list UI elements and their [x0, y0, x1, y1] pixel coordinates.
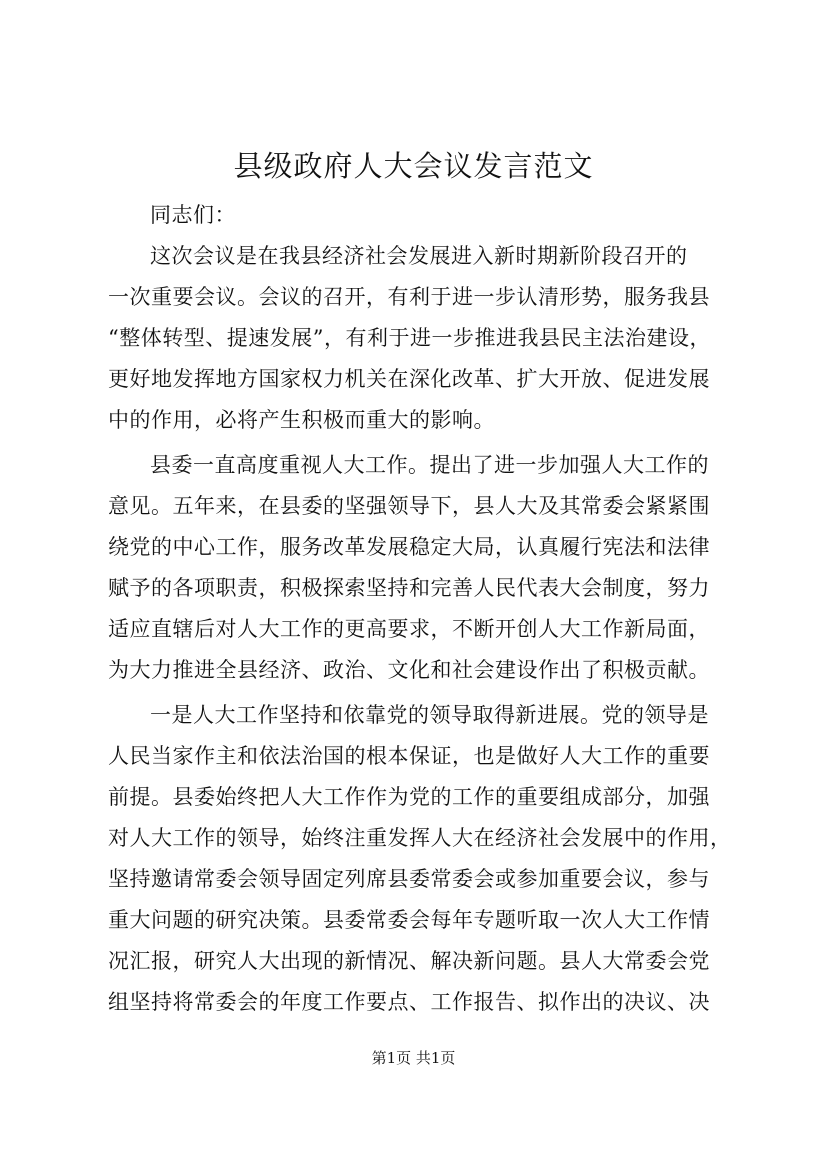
- greeting: 同志们：: [150, 203, 236, 227]
- body-line: 人民当家作主和依法治国的根本保证，也是做好人大工作的重要: [108, 744, 710, 768]
- body-line: 更好地发挥地方国家权力机关在深化改革、扩大开放、促进发展: [108, 367, 710, 391]
- body-line: 一是人大工作坚持和依靠党的领导取得新进展。党的领导是: [150, 703, 709, 727]
- body-line: 组坚持将常委会的年度工作要点、工作报告、拟作出的决议、决: [108, 990, 710, 1014]
- body-line: 重大问题的研究决策。县委常委会每年专题听取一次人大工作情: [108, 908, 710, 932]
- body-line: 适应直辖后对人大工作的更高要求，不断开创人大工作新局面，: [108, 617, 710, 641]
- page-number: 第1页 共1页: [371, 1049, 456, 1067]
- body-line: 意见。五年来，在县委的坚强领导下，县人大及其常委会紧紧围: [108, 494, 710, 518]
- body-line: “整体转型、提速发展”，有利于进一步推进我县民主法治建设，: [108, 326, 711, 350]
- body-line: 一次重要会议。会议的召开，有利于进一步认清形势，服务我县: [108, 285, 710, 309]
- body-line: 这次会议是在我县经济社会发展进入新时期新阶段召开的: [150, 244, 688, 268]
- body-line: 绕党的中心工作，服务改革发展稳定大局，认真履行宪法和法律: [108, 535, 710, 559]
- body-line: 坚持邀请常委会领导固定列席县委常委会或参加重要会议，参与: [108, 867, 710, 891]
- body-line: 前提。县委始终把人大工作作为党的工作的重要组成部分，加强: [108, 785, 710, 809]
- body-line: 县委一直高度重视人大工作。提出了进一步加强人大工作的: [150, 453, 709, 477]
- body-line: 对人大工作的领导，始终注重发挥人大在经济社会发展中的作用，: [108, 826, 732, 850]
- body-line: 为大力推进全县经济、政治、文化和社会建设作出了积极贡献。: [108, 658, 710, 682]
- body-line: 况汇报，研究人大出现的新情况、解决新问题。县人大常委会党: [108, 949, 710, 973]
- body-line: 中的作用，必将产生积极而重大的影响。: [108, 408, 495, 432]
- document-title: 县级政府人大会议发言范文: [233, 149, 594, 183]
- body-line: 赋予的各项职责，积极探索坚持和完善人民代表大会制度，努力: [108, 576, 710, 600]
